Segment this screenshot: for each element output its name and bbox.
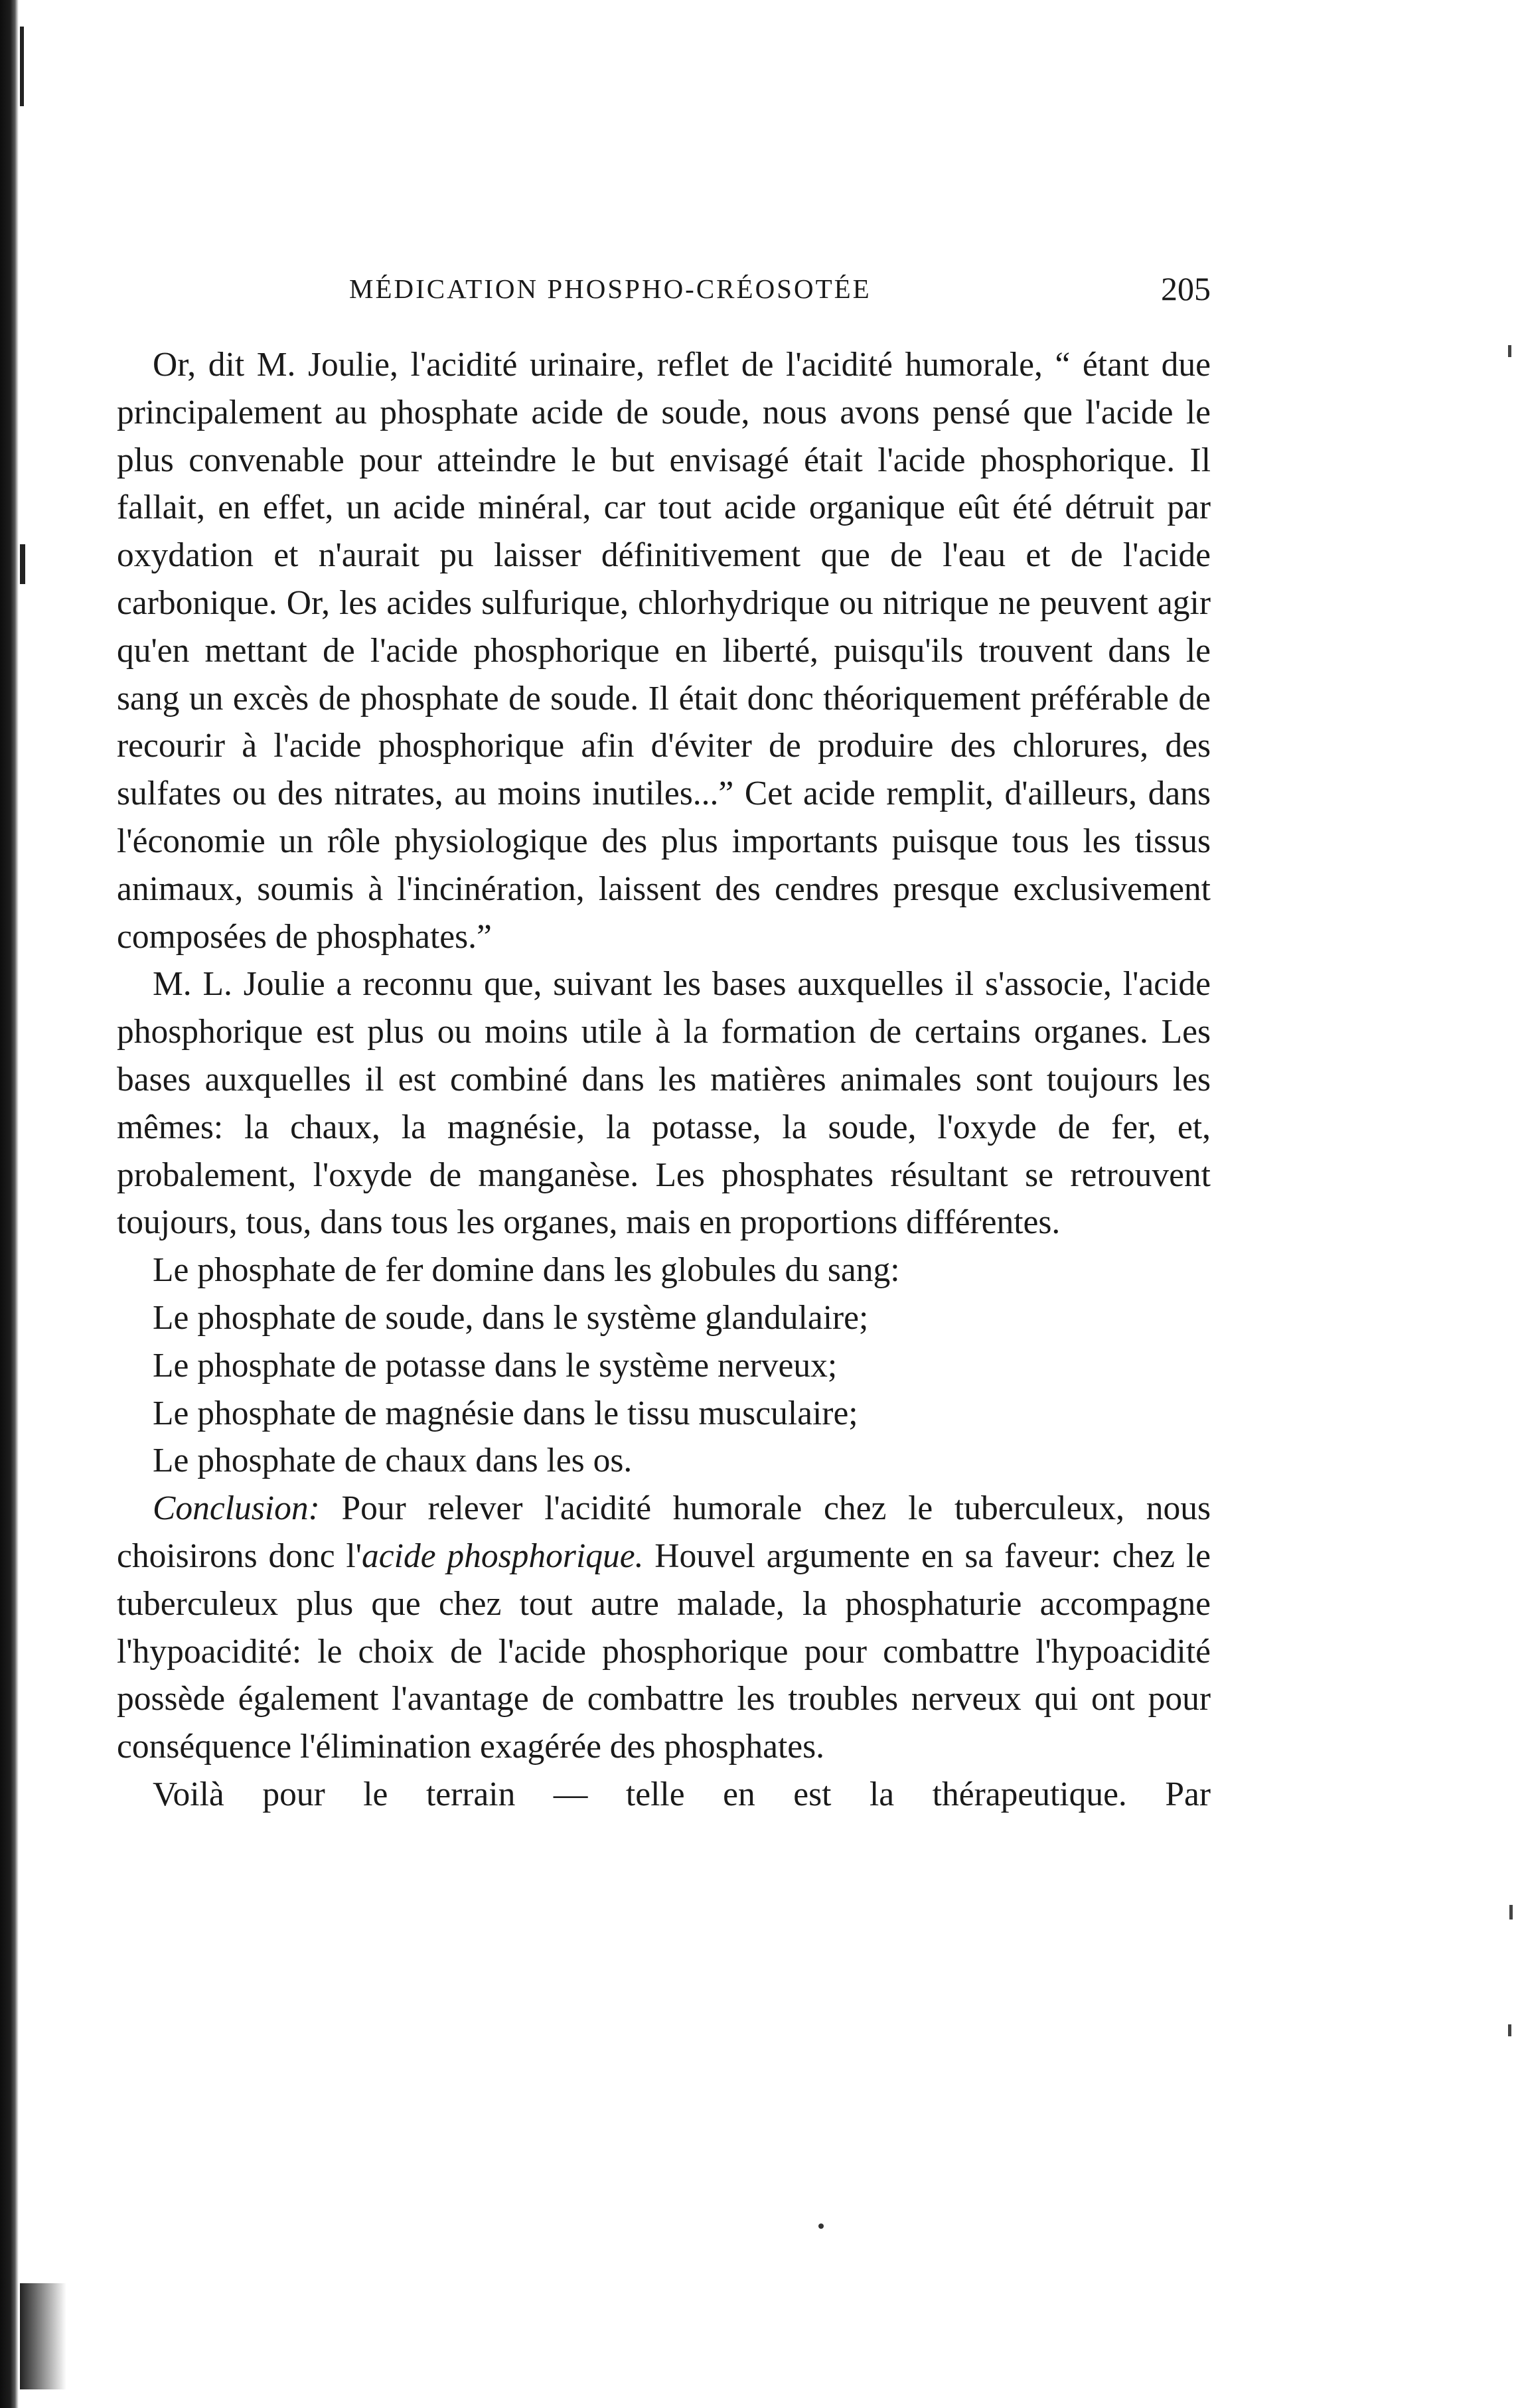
- conclusion-text-before: Pour relever l'acidité humorale chez le tuberculeux, nous choisirons donc l': [117, 1489, 1211, 1575]
- list-item: Le phosphate de soude, dans le système glandulaire;: [153, 1298, 869, 1337]
- conclusion-paragraph: [117, 1485, 1211, 1771]
- paragraph: Or, dit M. Joulie, l'acidité urinaire, reflet de l'acidité humorale, “ étant due principalement au phosphate acide de soude, nous avons pensé que l'acide le plus convenable pour atteindre le but envisagé était l'acide phosphorique. Il fallait, en effet, un acide minéral, car tout acide organique eût été détruit par oxydation et n'aurait pu laisser définitivement que de l'eau et de l'acide carbonique. Or, les acides sulfurique, chlorhydrique ou nitrique ne peuvent agir qu'en mettant de l'acide phosphorique en liberté, puisqu'ils trouvent dans le sang un excès de phosphate de soude. Il était donc théoriquement préférable de recourir à l'acide phosphorique afin d'éviter de produire des chlorures, des sulfates ou des nitrates, au moins inutiles...” Cet acide remplit, d'ailleurs, dans l'économie un rôle physiologique des plus importants puisque tous les tissus animaux, soumis à l'incinération, laissent des cendres presque exclusivement composées de phosphates.”: [117, 346, 1211, 956]
- binding-speck: [20, 2283, 66, 2389]
- conclusion-label: Conclusion:: [153, 1489, 320, 1528]
- page-number: 205: [1161, 270, 1211, 307]
- list-item: Le phosphate de magnésie dans le tissu musculaire;: [153, 1394, 858, 1432]
- margin-mark: [1508, 2024, 1511, 2036]
- binding-speck: [20, 544, 25, 584]
- margin-mark: [1508, 345, 1511, 357]
- paragraph: M. L. Joulie a reconnu que, suivant les bases auxquelles il s'associe, l'acide phosphorique est plus ou moins utile à la formation de certains organes. Les bases auxquelles il est combiné dans les matières animales sont toujours les mêmes: la chaux, la magnésie, la potasse, la soude, l'oxyde de fer, et, probalement, l'oxyde de manganèse. Les phosphates résultant se retrouvent toujours, tous, dans tous les organes, mais en proportions différentes.: [117, 965, 1211, 1242]
- book-page: [117, 265, 1211, 1819]
- list-item: Le phosphate de potasse dans le système nerveux;: [153, 1346, 838, 1385]
- margin-mark: [1509, 1905, 1513, 1919]
- footer-dot: [818, 2223, 824, 2229]
- body-text: [117, 341, 1211, 1819]
- binding-edge: [0, 0, 19, 2408]
- phosphate-list: [117, 1246, 1211, 1485]
- list-item: Le phosphate de fer domine dans les globules du sang:: [153, 1251, 900, 1290]
- final-paragraph: Voilà pour le terrain — telle en est la thérapeutique. Par: [153, 1775, 1211, 1813]
- conclusion-italic-term: acide phosphorique.: [362, 1537, 644, 1575]
- running-head: [117, 265, 1211, 312]
- conclusion-text-after: Houvel argumente en sa faveur: chez le tuberculeux plus que chez tout autre malade, la phosphaturie accompagne l'hypoacidité: le choix de l'acide phosphorique pour combattre l'hypoacidité possède également l'avantage de combattre les troubles nerveux qui ont pour conséquence l'élimination exagérée des phosphates.: [117, 1537, 1211, 1766]
- binding-speck: [20, 27, 24, 106]
- running-head-title: MÉDICATION PHOSPHO-CRÉOSOTÉE: [349, 273, 872, 304]
- list-item: Le phosphate de chaux dans les os.: [153, 1442, 633, 1480]
